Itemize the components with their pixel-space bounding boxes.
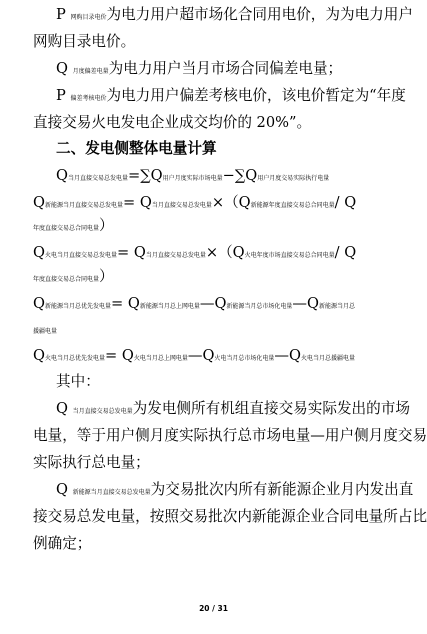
text-line: 接交易总发电量，按照交易批次内新能源企业合同电量所占比 — [33, 508, 427, 525]
text-line: P 偏差考核电价为电力用户偏差考核电价，该电价暂定为“年度 — [56, 87, 406, 104]
formula-line: Q火电当月直接交易总发电量= Q当月直接交易总发电量×（Q火电年度市场直接交易总合同电量/ Q — [33, 244, 357, 261]
formula-line: Q新能源当月总优先发电量= Q新能源当月总上网电量—Q新能源当月总市场化电量—Q新能源当月总 — [33, 295, 355, 312]
text-line: 例确定； — [33, 535, 92, 552]
text-line: Q 新能源当月直接交易总发电量为交易批次内所有新能源企业月内发出直 — [56, 481, 414, 498]
page-number: 20 / 31 — [199, 604, 228, 613]
formula-line: 年度直接交易总合同电量） — [33, 268, 114, 285]
text-line: 网购目录电价。 — [33, 33, 136, 50]
section-heading: 二、发电侧整体电量计算 — [56, 140, 217, 157]
text-line: 直接交易火电发电企业成交均价的 20%”。 — [33, 114, 312, 131]
formula-line: 年度直接交易总合同电量） — [33, 217, 114, 234]
formula-line: 援疆电量 — [33, 328, 58, 335]
text-line: P 网购目录电价为电力用户超市场化合同用电价，为为电力用户 — [56, 6, 413, 23]
text-line: 实际执行总电量； — [33, 454, 150, 471]
formula-line: Q当月直接交易总发电量=∑Q用户月度实际市场电量−∑Q用户月度交易实际执行电量 — [56, 167, 330, 184]
text-line: 电量，等于用户侧月度实际执行总市场电量—用户侧月度交易 — [33, 427, 427, 444]
text-line: Q 月度偏差电量为电力用户当月市场合同偏差电量； — [56, 60, 343, 77]
formula-line: Q火电当月总优先发电量= Q火电当月总上网电量—Q火电当月总市场化电量—Q火电当月总援疆电量 — [33, 347, 355, 364]
text-line: 其中： — [56, 373, 100, 390]
text-line: Q 当月直接交易总发电量为发电侧所有机组直接交易实际发出的市场 — [56, 400, 410, 417]
formula-line: Q新能源当月直接交易总发电量= Q当月直接交易总发电量×（Q新能源年度直接交易总合同电量/ Q — [33, 194, 357, 211]
